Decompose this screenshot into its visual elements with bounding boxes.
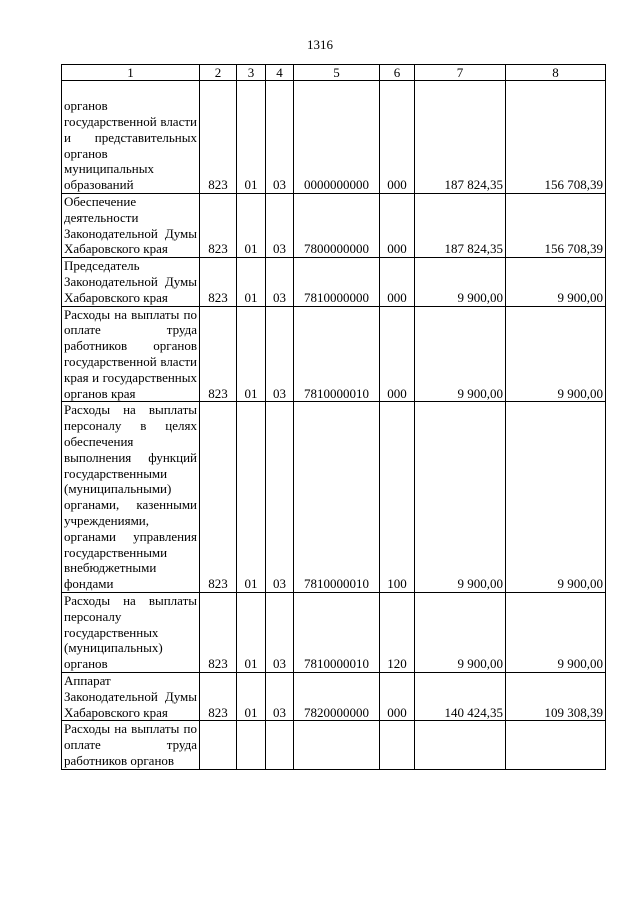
table-row	[62, 402, 606, 593]
cell-section	[237, 721, 266, 769]
cell-target-article	[294, 721, 380, 769]
cell-target-article: 7800000000	[294, 194, 380, 258]
row-name: Расходы на выплаты по оплате труда работников органов	[62, 721, 200, 769]
cell-amount-planned: 140 424,35	[415, 672, 506, 720]
cell-admin-code: 823	[200, 306, 237, 402]
cell-target-article: 7820000000	[294, 672, 380, 720]
cell-subsection: 03	[266, 81, 294, 194]
header-cell: 3	[237, 65, 266, 81]
cell-subsection: 03	[266, 258, 294, 306]
cell-amount-executed: 9 900,00	[506, 592, 606, 672]
cell-subsection: 03	[266, 672, 294, 720]
cell-amount-planned: 9 900,00	[415, 592, 506, 672]
cell-expense-type: 100	[380, 402, 415, 593]
row-name: Председатель Законодательной Думы Хабаровского края	[62, 258, 200, 306]
header-row	[62, 65, 606, 81]
cell-amount-planned	[415, 721, 506, 769]
cell-admin-code: 823	[200, 258, 237, 306]
row-name: Расходы на выплаты по оплате труда работников органов государственной власти края и государственных органов края	[62, 306, 200, 402]
header-cell: 2	[200, 65, 237, 81]
cell-target-article: 7810000010	[294, 592, 380, 672]
cell-admin-code: 823	[200, 672, 237, 720]
cell-expense-type: 000	[380, 672, 415, 720]
cell-admin-code: 823	[200, 81, 237, 194]
cell-section: 01	[237, 306, 266, 402]
table-row	[62, 194, 606, 258]
table-row	[62, 258, 606, 306]
row-name: Аппарат Законодательной Думы Хабаровского края	[62, 672, 200, 720]
header-cell: 1	[62, 65, 200, 81]
cell-section: 01	[237, 194, 266, 258]
cell-subsection	[266, 721, 294, 769]
cell-target-article: 7810000010	[294, 306, 380, 402]
cell-section: 01	[237, 81, 266, 194]
cell-amount-executed: 156 708,39	[506, 81, 606, 194]
cell-section: 01	[237, 258, 266, 306]
cell-target-article: 7810000010	[294, 402, 380, 593]
table-row	[62, 306, 606, 402]
cell-section: 01	[237, 402, 266, 593]
cell-amount-planned: 9 900,00	[415, 402, 506, 593]
row-name: Обеспечение деятельности Законодательной Думы Хабаровского края	[62, 194, 200, 258]
table-row	[62, 721, 606, 769]
cell-expense-type: 120	[380, 592, 415, 672]
budget-table	[61, 64, 606, 770]
cell-admin-code: 823	[200, 194, 237, 258]
header-cell: 8	[506, 65, 606, 81]
cell-amount-planned: 187 824,35	[415, 194, 506, 258]
header-cell: 4	[266, 65, 294, 81]
table-row	[62, 672, 606, 720]
cell-amount-planned: 9 900,00	[415, 258, 506, 306]
table-row	[62, 592, 606, 672]
cell-expense-type: 000	[380, 306, 415, 402]
row-name: Расходы на выплаты персоналу в целях обеспечения выполнения функций государственными (муниципальными) органами, казенными учреждениями, органами управления государственными внебюджетными фондами	[62, 402, 200, 593]
cell-admin-code	[200, 721, 237, 769]
row-name: органов государственной власти и представительных органов муниципальных образований	[62, 81, 200, 194]
cell-amount-executed	[506, 721, 606, 769]
cell-amount-executed: 109 308,39	[506, 672, 606, 720]
cell-expense-type: 000	[380, 194, 415, 258]
table-row	[62, 81, 606, 194]
cell-subsection: 03	[266, 592, 294, 672]
cell-amount-executed: 9 900,00	[506, 258, 606, 306]
cell-target-article: 7810000000	[294, 258, 380, 306]
row-name: Расходы на выплаты персоналу государственных (муниципальных) органов	[62, 592, 200, 672]
cell-amount-planned: 187 824,35	[415, 81, 506, 194]
cell-section: 01	[237, 672, 266, 720]
cell-amount-planned: 9 900,00	[415, 306, 506, 402]
cell-amount-executed: 9 900,00	[506, 306, 606, 402]
header-cell: 6	[380, 65, 415, 81]
cell-subsection: 03	[266, 402, 294, 593]
cell-subsection: 03	[266, 306, 294, 402]
cell-amount-executed: 156 708,39	[506, 194, 606, 258]
cell-amount-executed: 9 900,00	[506, 402, 606, 593]
header-cell: 5	[294, 65, 380, 81]
cell-section: 01	[237, 592, 266, 672]
cell-expense-type: 000	[380, 81, 415, 194]
header-cell: 7	[415, 65, 506, 81]
page-number: 1316	[307, 37, 333, 52]
cell-expense-type: 000	[380, 258, 415, 306]
cell-admin-code: 823	[200, 592, 237, 672]
cell-admin-code: 823	[200, 402, 237, 593]
cell-target-article: 0000000000	[294, 81, 380, 194]
cell-expense-type	[380, 721, 415, 769]
cell-subsection: 03	[266, 194, 294, 258]
